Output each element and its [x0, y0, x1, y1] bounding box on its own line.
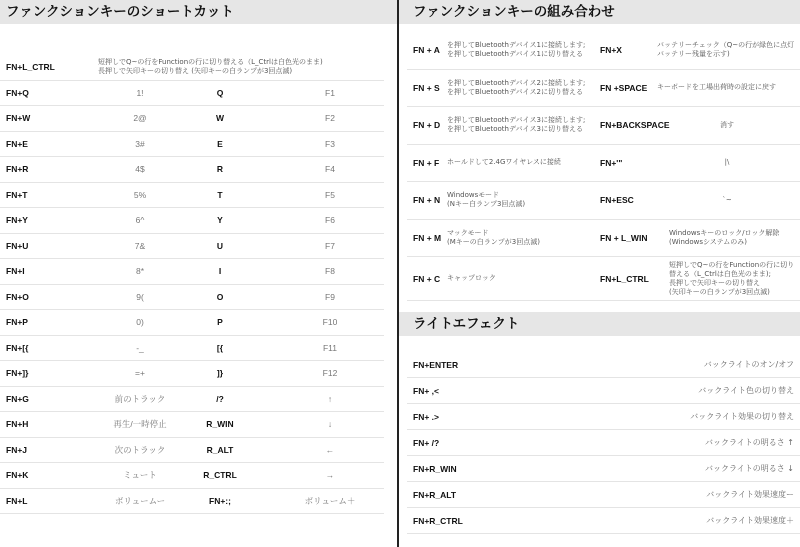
light-section-title: ライトエフェクト	[413, 316, 520, 332]
table-row	[0, 336, 384, 362]
primary-value: 前のトラック	[114, 393, 166, 404]
fn-key-label: FN+U	[6, 240, 29, 251]
description-line: Windowsモード	[447, 191, 499, 200]
fn-key-label: FN+L	[6, 495, 28, 506]
combination-table	[407, 32, 800, 301]
description-line: キーボードを工場出荷時の設定に戻す	[657, 83, 776, 92]
table-row	[407, 456, 800, 482]
key-label: FN+L_CTRL	[6, 62, 55, 73]
table-row	[0, 183, 384, 209]
fn-key-label: FN+E	[6, 138, 28, 149]
table-row	[407, 378, 800, 404]
primary-value: -_	[136, 342, 144, 353]
table-row	[407, 220, 800, 258]
fn-key-label: FN+O	[6, 291, 29, 302]
description-line: キャップロック	[447, 274, 496, 282]
fn-key-label: FN+R	[6, 164, 29, 175]
secondary-key-label: T	[217, 189, 223, 200]
description-line: ホールドして2.4Gワイヤレスに接続	[447, 158, 561, 167]
secondary-value: F11	[322, 342, 338, 353]
secondary-key-label: W	[215, 113, 225, 124]
description-line: 長押しで矢印キーの切り替え (矢印キーの白ランプが3回点滅)	[98, 67, 293, 76]
fn-key-label: FN+X	[600, 45, 622, 56]
secondary-value: F1	[325, 87, 335, 98]
left-section-header	[0, 0, 397, 24]
description-line: を押してBluetoothデバイス1に切り替える	[447, 50, 583, 59]
table-row	[407, 482, 800, 508]
row-description	[447, 32, 597, 69]
table-row	[0, 234, 384, 260]
fn-key-label: FN +SPACE	[600, 82, 648, 93]
secondary-value: ↓	[327, 419, 333, 430]
description-line: 消す	[720, 120, 734, 129]
secondary-key-label: R	[216, 164, 224, 175]
primary-value: 7&	[134, 240, 146, 251]
table-row	[0, 285, 384, 311]
secondary-value: F4	[325, 164, 335, 175]
row-description	[447, 107, 597, 144]
secondary-value: F7	[325, 240, 335, 251]
primary-value: 6^	[135, 215, 145, 226]
primary-value: 次のトラック	[114, 444, 166, 455]
fn-key-label: FN+Y	[6, 215, 28, 226]
fn-key-label: FN+ESC	[600, 195, 634, 206]
row-description	[447, 182, 597, 219]
secondary-key-label: R_CTRL	[203, 470, 237, 481]
light-effect-table	[407, 352, 800, 534]
fn-key-label: FN+Q	[6, 87, 29, 98]
fn-key-label: FN + F	[413, 157, 440, 168]
fn-key-label: FN+J	[6, 444, 28, 455]
row-description	[447, 220, 597, 257]
primary-value: =+	[135, 368, 145, 379]
description-line: を押してBluetoothデバイス3に接続します;	[447, 116, 586, 125]
description-line: (Mキーの白ランプが3回点滅)	[447, 237, 540, 246]
fn-key-label: FN+BACKSPACE	[600, 120, 670, 131]
description-line: 長押しで矢印キーの切り替え	[669, 278, 760, 287]
fn-key-label: FN+L_CTRL	[600, 273, 649, 284]
fn-key-label: FN+R_CTRL	[413, 515, 463, 526]
secondary-key-label: R_WIN	[206, 419, 234, 430]
row-description	[677, 145, 777, 182]
primary-value: 4$	[135, 164, 145, 175]
table-row	[0, 412, 384, 438]
fn-key-label: FN + S	[413, 82, 440, 93]
fn-key-label: FN+G	[6, 393, 29, 404]
description-line: マックモード	[447, 228, 489, 237]
column-divider	[397, 0, 399, 547]
fn-key-label: FN+P	[6, 317, 28, 328]
description-line: 替える（L_Ctrlは白色光のまま);	[669, 269, 771, 278]
fn-key-label: FN+'"	[600, 157, 623, 168]
description-line: (Windowsシステムのみ)	[669, 237, 748, 246]
light-section-header	[399, 312, 800, 336]
description-line: を押してBluetoothデバイス2に切り替える	[447, 87, 583, 96]
fn-key-label: FN+W	[6, 113, 31, 124]
description-line: 短押しでQ~の行をFunctionの行に切り替える（L_Ctrlは白色光のまま)	[98, 58, 323, 67]
row-description	[447, 145, 597, 182]
fn-key-label: FN+ ,<	[413, 385, 439, 396]
secondary-key-label: ]}	[216, 368, 224, 379]
fn-key-label: FN + C	[413, 273, 441, 284]
shortcut-table	[0, 55, 384, 514]
table-row	[0, 489, 384, 515]
fn-key-label: FN+K	[6, 470, 29, 481]
description-line: バッテリー残量を示す)	[657, 50, 730, 59]
effect-description: バックライトのオン/オフ	[703, 360, 794, 369]
description-line: バッテリーチェック（Q~の行が緑色に点灯	[657, 41, 795, 50]
primary-value: 1!	[136, 87, 144, 98]
secondary-key-label: Q	[216, 87, 224, 98]
fn-key-label: FN+H	[6, 419, 29, 430]
table-row	[407, 145, 800, 183]
row-description	[447, 70, 597, 107]
table-row	[407, 107, 800, 145]
table-row	[0, 310, 384, 336]
table-row	[0, 157, 384, 183]
fn-key-label: FN + A	[413, 45, 440, 56]
left-section-title: ファンクションキーのショートカット	[6, 4, 234, 20]
description-line: (矢印キーの白ランプが3回点滅)	[669, 287, 770, 296]
secondary-key-label: P	[217, 317, 223, 328]
secondary-value: →	[325, 470, 335, 481]
table-row	[0, 81, 384, 107]
description-line: 短押しでQ~の行をFunctionの行に切り	[669, 260, 795, 269]
row-description	[669, 220, 799, 257]
secondary-key-label: FN+:;	[209, 495, 231, 506]
effect-description: バックライトの明るさ ↑	[704, 438, 794, 447]
primary-value: ミュート	[123, 470, 157, 481]
primary-value: 2@	[133, 113, 147, 124]
secondary-value: F3	[325, 138, 335, 149]
fn-key-label: FN+T	[6, 189, 28, 200]
description-line: (Nキー白ランプ3回点滅)	[447, 200, 526, 209]
description-line: `~	[722, 195, 732, 204]
fn-key-label: FN+R_ALT	[413, 489, 457, 500]
secondary-key-label: U	[216, 240, 224, 251]
secondary-value: ↑	[327, 393, 333, 404]
fn-key-label: FN + M	[413, 232, 442, 243]
row-description	[98, 55, 388, 80]
table-row	[0, 208, 384, 234]
effect-description: バックライト色の切り替え	[698, 386, 794, 395]
table-row	[407, 32, 800, 70]
effect-description: バックライトの明るさ ↓	[704, 464, 794, 473]
primary-value: 5%	[133, 189, 147, 200]
combo-section-title: ファンクションキーの組み合わせ	[413, 4, 615, 20]
row-description	[669, 257, 799, 300]
primary-value: 8*	[135, 266, 145, 277]
primary-value: ボリュームー	[114, 495, 166, 506]
table-row	[407, 70, 800, 108]
fn-key-label: FN+[{	[6, 342, 29, 353]
secondary-key-label: [{	[216, 342, 224, 353]
table-row	[0, 387, 384, 413]
row-description	[677, 182, 777, 219]
fn-key-label: FN+ .>	[413, 411, 439, 422]
table-row	[0, 438, 384, 464]
description-line: を押してBluetoothデバイス2に接続します;	[447, 78, 586, 87]
fn-key-label: FN+ /?	[413, 437, 440, 448]
fn-key-label: FN + N	[413, 195, 441, 206]
fn-key-label: FN + L_WIN	[600, 232, 648, 243]
table-row	[0, 259, 384, 285]
table-row	[407, 257, 800, 301]
secondary-value: F5	[325, 189, 335, 200]
table-row	[0, 132, 384, 158]
secondary-value: F8	[325, 266, 335, 277]
secondary-value: F2	[325, 113, 335, 124]
combo-section-header	[399, 0, 800, 24]
fn-key-label: FN+ENTER	[413, 359, 459, 370]
description-line: Windowsキーのロック/ロック解除	[669, 228, 780, 237]
effect-description: バックライト効果の切り替え	[690, 412, 794, 421]
table-row	[0, 463, 384, 489]
row-description	[657, 32, 800, 69]
secondary-value: ←	[325, 444, 335, 455]
secondary-value: F12	[322, 368, 338, 379]
effect-description: バックライト効果速度ー	[706, 490, 794, 499]
table-row	[407, 430, 800, 456]
fn-key-label: FN+R_WIN	[413, 463, 457, 474]
primary-value: 9(	[136, 291, 144, 302]
secondary-value: F6	[325, 215, 335, 226]
table-row	[407, 508, 800, 534]
fn-key-label: FN + D	[413, 120, 441, 131]
description-line: を押してBluetoothデバイス1に接続します;	[447, 41, 586, 50]
effect-description: バックライト効果速度＋	[706, 516, 794, 525]
table-row	[407, 182, 800, 220]
row-description	[657, 70, 800, 107]
description-line: |\	[724, 158, 730, 167]
fn-key-label: FN+]}	[6, 368, 29, 379]
secondary-key-label: E	[217, 138, 223, 149]
table-row	[407, 404, 800, 430]
row-description	[677, 107, 777, 144]
secondary-key-label: /?	[216, 393, 224, 404]
secondary-key-label: O	[216, 291, 224, 302]
fn-key-label: FN+I	[6, 266, 25, 277]
row-description	[447, 257, 597, 300]
secondary-key-label: R_ALT	[206, 444, 234, 455]
table-row	[0, 106, 384, 132]
primary-value: 3#	[135, 138, 145, 149]
secondary-value: F9	[325, 291, 335, 302]
description-line: を押してBluetoothデバイス3に切り替える	[447, 125, 583, 134]
secondary-value: ボリューム＋	[304, 495, 356, 506]
secondary-key-label: I	[218, 266, 222, 277]
secondary-value: F10	[322, 317, 338, 328]
table-row	[0, 55, 384, 81]
primary-value: 0)	[136, 317, 144, 328]
table-row	[407, 352, 800, 378]
secondary-key-label: Y	[217, 215, 223, 226]
table-row	[0, 361, 384, 387]
primary-value: 再生/一時停止	[113, 419, 167, 430]
